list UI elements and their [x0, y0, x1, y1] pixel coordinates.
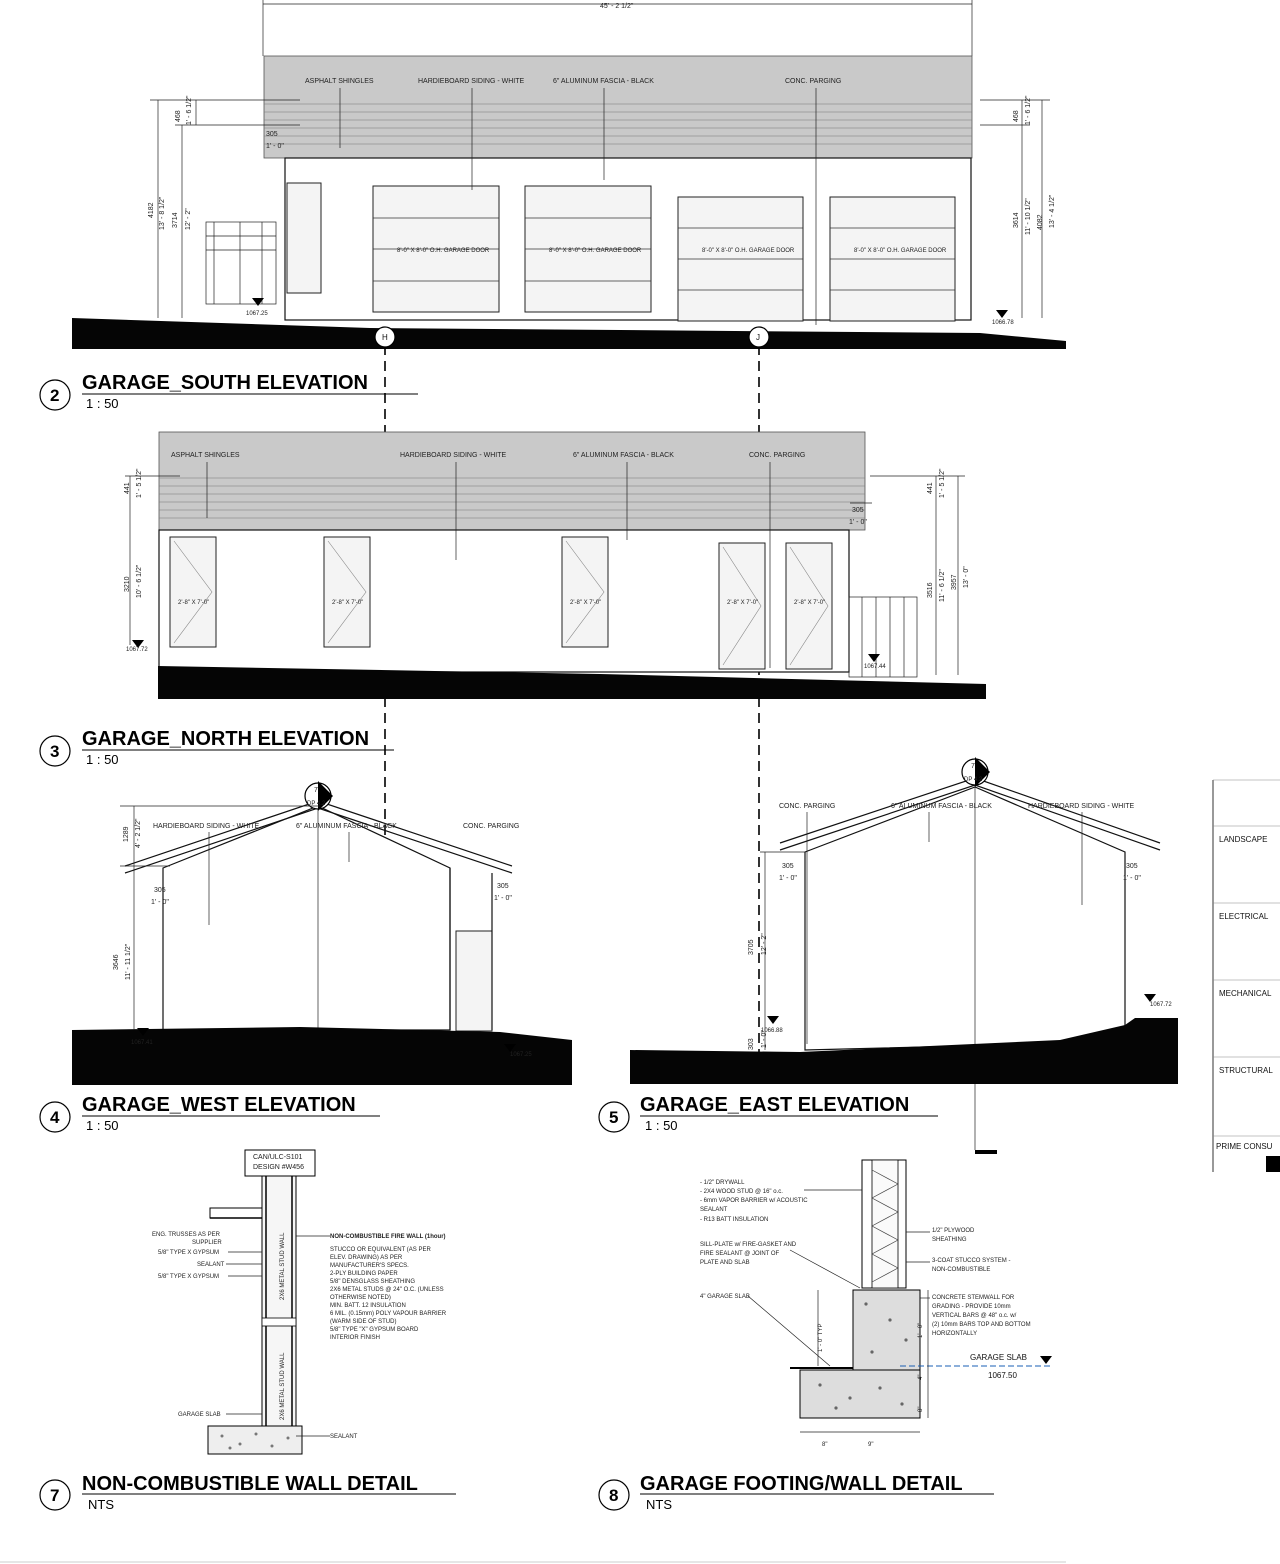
wall-note-gypsum1: 5/8" TYPE X GYPSUM — [158, 1250, 220, 1256]
wall-spec-8: MIN. BATT. 12 INSULATION — [330, 1303, 406, 1309]
wall-spec-12: INTERIOR FINISH — [330, 1335, 381, 1341]
wall-stud-label-1: 2X6 METAL STUD WALL — [280, 1232, 286, 1300]
footing-slab-elev: 1067.50 — [988, 1371, 1017, 1380]
footing-rnote-6: GRADING - PROVIDE 10mm — [932, 1304, 1011, 1310]
west-dim-8: 11' - 11 1/2" — [125, 943, 132, 980]
east-section-callout — [962, 757, 990, 787]
titleblock-landscape: LANDSCAPE — [1219, 835, 1268, 844]
east-dim-5: 3705 — [748, 939, 755, 955]
south-dim-r1: 468 — [1013, 110, 1020, 122]
footing-note-2: - 2X4 WOOD STUD @ 16" o.c. — [700, 1189, 783, 1195]
east-dim-3: 305 — [1126, 863, 1138, 870]
west-door — [456, 931, 492, 1031]
footing-note-1: - 1/2" DRYWALL — [700, 1180, 745, 1186]
north-dim-l1: 441 — [124, 482, 131, 494]
west-note-siding: HARDIEBOARD SIDING - WHITE — [153, 823, 260, 830]
south-view-number: 2 — [50, 386, 60, 405]
titleblock-electrical: ELECTRICAL — [1219, 912, 1269, 921]
footing-sill-2: FIRE SEALANT @ JOINT OF — [700, 1251, 780, 1257]
footing-detail — [700, 1160, 1052, 1448]
south-note-fascia: 6" ALUMINUM FASCIA - BLACK — [553, 78, 654, 85]
door-label-4: 8'-0" X 8'-0" O.H. GARAGE DOOR — [854, 248, 947, 254]
footing-dim-5: 8" — [822, 1442, 828, 1448]
north-roof-shingles — [159, 432, 865, 530]
east-note-siding: HARDIEBOARD SIDING - WHITE — [1028, 803, 1135, 810]
footing-note-5: - R13 BATT INSULATION — [700, 1217, 769, 1223]
north-door-label-3: 2'-8" X 7'-0" — [570, 600, 602, 606]
north-dim-r6: 11' - 6 1/2" — [939, 569, 946, 602]
west-section-callout — [305, 781, 333, 811]
wall-note-sealant: SEALANT — [197, 1262, 225, 1268]
south-side-door — [287, 183, 321, 293]
footing-dim-2: 1' - 0" — [918, 1322, 924, 1338]
south-dim-l1: 468 — [175, 110, 182, 122]
wall-note-slab: GARAGE SLAB — [178, 1412, 221, 1418]
south-dim-l2: 1' - 6 1/2" — [186, 95, 193, 125]
west-view-scale: 1 : 50 — [86, 1118, 119, 1133]
footing-note-4: SEALANT — [700, 1207, 728, 1213]
east-view-number: 5 — [609, 1108, 619, 1127]
wall-spec-title: NON-COMBUSTIBLE FIRE WALL (1hour) — [330, 1234, 446, 1240]
wall-detail-title — [40, 1473, 456, 1512]
door-label-1: 8'-0" X 8'-0" O.H. GARAGE DOOR — [397, 248, 490, 254]
wall-spec-3: MANUFACTURER'S SPECS. — [330, 1263, 409, 1269]
north-note-siding: HARDIEBOARD SIDING - WHITE — [400, 452, 507, 459]
footing-rnote-9: HORIZONTALLY — [932, 1331, 978, 1337]
west-note-parging: CONC. PARGING — [463, 823, 520, 830]
north-dim-l3: 3210 — [124, 576, 131, 592]
north-dim-r5: 3516 — [927, 582, 934, 598]
north-door-label-2: 2'-8" X 7'-0" — [332, 600, 364, 606]
footing-rnote-2: SHEATHING — [932, 1237, 967, 1243]
west-dim-3: 305 — [154, 887, 166, 894]
east-wall — [805, 787, 1125, 1050]
south-elev-left: 1067.25 — [246, 311, 268, 317]
north-note-fascia: 6" ALUMINUM FASCIA - BLACK — [573, 452, 674, 459]
wall-spec-4: 2-PLY BUILDING PAPER — [330, 1271, 398, 1277]
east-dim-1: 305 — [782, 863, 794, 870]
wall-detail-name: NON-COMBUSTIBLE WALL DETAIL — [82, 1473, 418, 1495]
west-callout-num: 7 — [314, 787, 318, 794]
wall-spec-1: STUCCO OR EQUIVALENT (AS PER — [330, 1247, 431, 1253]
wall-spec-10: (WARM SIDE OF STUD) — [330, 1319, 397, 1325]
wall-stud-label-2: 2X6 METAL STUD WALL — [280, 1352, 286, 1420]
north-view-name: GARAGE_NORTH ELEVATION — [82, 728, 370, 750]
grid-label-j: J — [756, 333, 760, 342]
east-elev-right: 1067.72 — [1150, 1002, 1172, 1008]
east-callout-ref: DP 4.2 — [964, 777, 983, 783]
grid-label-h: H — [382, 333, 388, 342]
west-callout-ref: DP 4.2 — [307, 801, 326, 807]
south-fence — [206, 222, 276, 304]
west-wall — [163, 806, 450, 1030]
footing-rnote-3: 3-COAT STUCCO SYSTEM - — [932, 1258, 1011, 1264]
north-dim-r7: 3957 — [951, 574, 958, 590]
south-dim-r5: 4082 — [1037, 214, 1044, 230]
south-dim-r4: 11' - 10 1/2" — [1025, 198, 1032, 235]
west-elevation — [72, 781, 572, 1085]
wall-tag-line2: DESIGN #W456 — [253, 1164, 304, 1171]
west-dim-7: 3646 — [113, 954, 120, 970]
wall-detail-scale: NTS — [88, 1497, 114, 1512]
footing-rnote-4: NON-COMBUSTIBLE — [932, 1267, 991, 1273]
north-dim-r4: 1' - 5 1/2" — [939, 468, 946, 498]
footing-detail-scale: NTS — [646, 1497, 672, 1512]
south-dim-l8: 12' - 2" — [185, 208, 192, 230]
south-roof-shingles — [264, 56, 972, 158]
west-elev-left: 1067.41 — [131, 1040, 153, 1046]
footing-slab-note: 4" GARAGE SLAB — [700, 1294, 750, 1300]
west-ground — [72, 1027, 572, 1085]
footing-dim-3: 4" — [918, 1374, 924, 1380]
south-dim-l3: 305 — [266, 131, 278, 138]
east-dim-4: 1' - 0" — [1123, 875, 1141, 882]
footing-dim-1: 1' - 0" TYP — [818, 1323, 824, 1352]
west-dim-2: 4' - 2 1/2" — [135, 818, 142, 848]
wall-spec-5: 5/8" DENSGLASS SHEATHING — [330, 1279, 416, 1285]
footing-rnote-5: CONCRETE STEMWALL FOR — [932, 1295, 1015, 1301]
footing-rnote-1: 1/2" PLYWOOD — [932, 1228, 975, 1234]
title-block — [1213, 780, 1280, 1172]
wall-spec-6: 2X6 METAL STUDS @ 24" O.C. (UNLESS — [330, 1287, 444, 1293]
door-label-3: 8'-0" X 8'-0" O.H. GARAGE DOOR — [702, 248, 795, 254]
wall-note-sealant-bottom: SEALANT — [330, 1434, 358, 1440]
west-note-fascia: 6" ALUMINUM FASCIA - BLACK — [296, 823, 397, 830]
wall-note-gypsum2: 5/8" TYPE X GYPSUM — [158, 1274, 220, 1280]
titleblock-mechanical: MECHANICAL — [1219, 989, 1272, 998]
wall-detail — [152, 1150, 447, 1454]
footing-detail-number: 8 — [609, 1486, 619, 1505]
east-view-name: GARAGE_EAST ELEVATION — [640, 1094, 910, 1116]
south-dim-l6: 13' - 8 1/2" — [159, 196, 166, 230]
north-dim-r2: 1' - 0" — [849, 519, 867, 526]
wall-spec-2: ELEV. DRAWING) AS PER — [330, 1255, 403, 1261]
east-dim-8: 1' - 0" — [761, 1030, 768, 1048]
south-view-name: GARAGE_SOUTH ELEVATION — [82, 372, 368, 394]
wall-spec-11: 5/8" TYPE "X" GYPSUM BOARD — [330, 1327, 419, 1333]
wall-spec-9: 6 MIL. (0.15mm) POLY VAPOUR BARRIER — [330, 1311, 447, 1317]
east-view-scale: 1 : 50 — [645, 1118, 678, 1133]
north-elev-left: 1067.72 — [126, 647, 148, 653]
north-door-label-1: 2'-8" X 7'-0" — [178, 600, 210, 606]
titleblock-prime: PRIME CONSU — [1216, 1142, 1273, 1151]
west-view-title — [40, 1094, 380, 1133]
north-view-title — [40, 728, 394, 767]
north-door-label-5: 2'-8" X 7'-0" — [794, 600, 826, 606]
west-dim-1: 1289 — [123, 826, 130, 842]
east-view-title — [599, 1094, 938, 1133]
south-view-scale: 1 : 50 — [86, 396, 119, 411]
west-dim-5: 305 — [497, 883, 509, 890]
overall-dimension — [263, 0, 972, 56]
north-dim-r3: 441 — [927, 482, 934, 494]
east-elev-left: 1066.88 — [761, 1028, 783, 1034]
east-dim-2: 1' - 0" — [779, 875, 797, 882]
footing-sill-3: PLATE AND SLAB — [700, 1260, 750, 1266]
south-dim-r6: 13' - 4 1/2" — [1049, 194, 1056, 228]
footing-rnote-7: VERTICAL BARS @ 48" o.c. w/ — [932, 1313, 1017, 1319]
north-dim-l2: 1' - 5 1/2" — [136, 468, 143, 498]
north-note-shingles: ASPHALT SHINGLES — [171, 452, 240, 459]
north-note-parging: CONC. PARGING — [749, 452, 806, 459]
east-dim-7: 303 — [748, 1038, 755, 1050]
south-elev-right: 1066.78 — [992, 320, 1014, 326]
wall-note-trusses: ENG. TRUSSES AS PER — [152, 1232, 220, 1238]
south-note-siding: HARDIEBOARD SIDING - WHITE — [418, 78, 525, 85]
south-dim-l7: 3714 — [172, 212, 179, 228]
east-callout-num: 7 — [971, 763, 975, 770]
west-dim-6: 1' - 0" — [494, 895, 512, 902]
south-dim-r3: 3614 — [1013, 212, 1020, 228]
south-note-parging: CONC. PARGING — [785, 78, 842, 85]
footing-detail-title — [599, 1473, 994, 1512]
north-dim-l4: 10' - 6 1/2" — [136, 564, 143, 598]
east-dim-6: 12' - 2" — [761, 933, 768, 955]
south-ground — [72, 318, 1066, 349]
north-door-label-4: 2'-8" X 7'-0" — [727, 600, 759, 606]
north-elevation — [124, 432, 986, 699]
west-view-number: 4 — [50, 1108, 60, 1127]
wall-note-supplier: SUPPLIER — [192, 1240, 222, 1246]
wall-spec-7: OTHERWISE NOTED) — [330, 1295, 391, 1301]
north-dim-r8: 13' - 0" — [963, 566, 970, 588]
east-note-fascia: 6" ALUMINUM FASCIA - BLACK — [891, 803, 992, 810]
overall-dim-text: 45' - 2 1/2" — [600, 3, 634, 10]
south-dim-l5: 4182 — [148, 202, 155, 218]
west-elev-right: 1067.25 — [510, 1052, 532, 1058]
door-label-2: 8'-0" X 8'-0" O.H. GARAGE DOOR — [549, 248, 642, 254]
north-view-scale: 1 : 50 — [86, 752, 119, 767]
north-dim-r1: 305 — [852, 507, 864, 514]
footing-note-3: - 6mm VAPOR BARRIER w/ ACOUSTIC — [700, 1198, 808, 1204]
west-view-name: GARAGE_WEST ELEVATION — [82, 1094, 356, 1116]
wall-detail-number: 7 — [50, 1486, 60, 1505]
north-view-number: 3 — [50, 742, 60, 761]
footing-sill-1: SILL-PLATE w/ FIRE-GASKET AND — [700, 1242, 797, 1248]
south-elevation — [72, 56, 1066, 349]
east-note-parging: CONC. PARGING — [779, 803, 836, 810]
footing-rnote-8: (2) 10mm BARS TOP AND BOTTOM — [932, 1322, 1031, 1328]
south-view-title — [40, 372, 418, 411]
south-note-shingles: ASPHALT SHINGLES — [305, 78, 374, 85]
footing-dim-6: 9" — [868, 1442, 874, 1448]
north-elev-right: 1067.44 — [864, 664, 886, 670]
footing-dim-4: 8" — [918, 1406, 924, 1412]
footing-detail-name: GARAGE FOOTING/WALL DETAIL — [640, 1473, 963, 1495]
south-dim-l4: 1' - 0" — [266, 143, 284, 150]
wall-tag-line1: CAN/ULC-S101 — [253, 1154, 303, 1161]
west-dim-4: 1' - 0" — [151, 899, 169, 906]
south-dim-r2: 1' - 6 1/2" — [1025, 95, 1032, 125]
titleblock-structural: STRUCTURAL — [1219, 1066, 1273, 1075]
footing-slab-tag: GARAGE SLAB — [970, 1353, 1027, 1362]
